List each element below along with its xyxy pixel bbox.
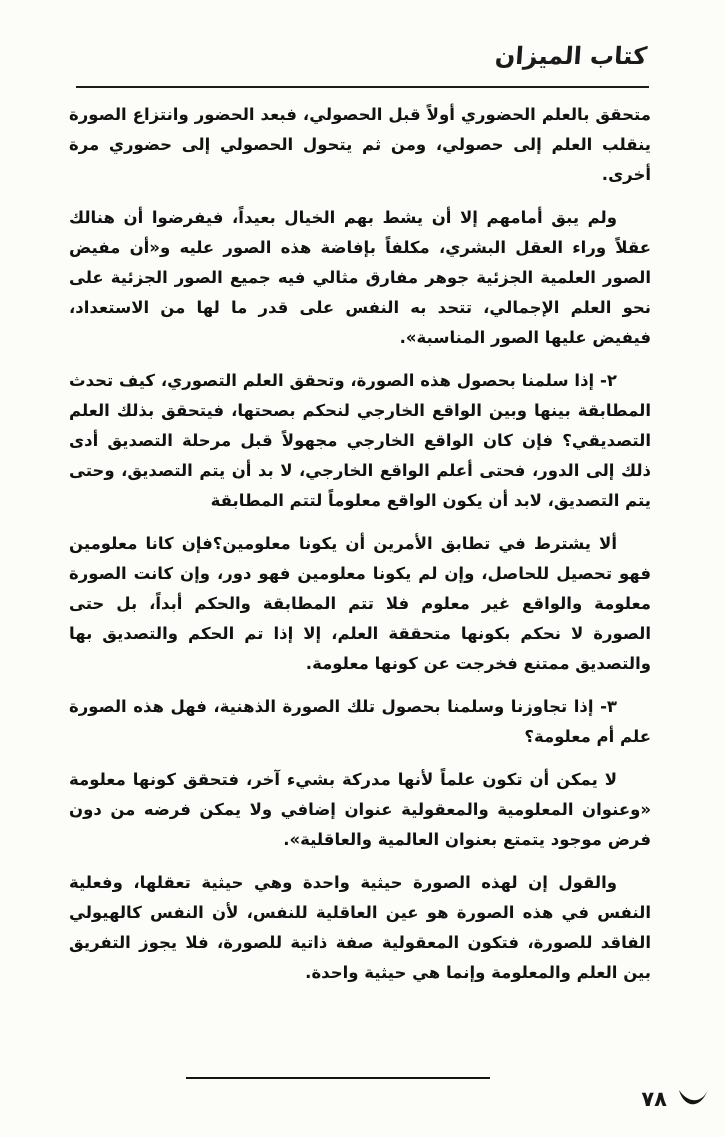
header-divider (76, 86, 649, 88)
page-number: ٧٨ (641, 1087, 667, 1111)
paragraph: ٣- إذا تجاوزنا وسلمنا بحصول تلك الصورة الذهنية، فهل هذه الصورة علم أم معلومة؟ (69, 697, 651, 746)
page-body (69, 100, 651, 1001)
paragraph: ٢- إذا سلمنا بحصول هذه الصورة، وتحقق العلم التصوري، كيف تحدث المطابقة بينها وبين الواقع الخارجي لنحكم بصحتها، فيتحقق بذلك العلم التصديقي؟ فإن كان الواقع الخارجي مجهولاً قبل مرحلة التصديق أدى ذلك إلى الدور، فحتى أعلم الواقع الخارجي، لا بد أن يتم التصديق، وحتى يتم التصديق، لابد أن يكون الواقع معلوماً لتتم المطابقة (69, 371, 651, 510)
crescent-flourish-icon (677, 1081, 711, 1115)
paragraph: لا يمكن أن تكون علماً لأنها مدركة بشيء آخر، فتحقق كونها معلومة «وعنوان المعلومية والمعقولية عنوان إضافي ولا يمكن فرضه من دون فرض موجود يتمتع بعنوان العالمية والعاقلية». (69, 770, 651, 849)
paragraph: ألا يشترط في تطابق الأمرين أن يكونا معلومين؟فإن كانا معلومين فهو تحصيل للحاصل، وإن لم يكونا معلومين فهو دور، وإن كانت الصورة معلومة والواقع غير معلوم فلا تتم المطابقة والحكم أبداً، بل حتى الصورة لا نحكم بكونها متحققة العلم، إلا إذا تم الحكم والتصديق بها والتصديق ممتنع فخرجت عن كونها معلومة. (69, 534, 651, 673)
paragraph: والقول إن لهذه الصورة حيثية واحدة وهي حيثية تعقلها، وفعلية النفس في هذه الصورة هو عين العاقلية للنفس، لأن النفس كالهيولي الفاقد للصورة، فتكون المعقولية صفة ذاتية للصورة، فلا يجوز التفريق بين العلم والمعلومة وإنما هي حيثية واحدة. (69, 873, 651, 982)
book-title-calligraphy: كتاب الميزان (494, 42, 648, 70)
footer-divider (186, 1077, 490, 1080)
paragraph: متحقق بالعلم الحضوري أولاً قبل الحصولي، فبعد الحضور وانتزاع الصورة ينقلب العلم إلى حصولي، ومن ثم يتحول الحصولي إلى حضوري مرة أخرى. (69, 105, 651, 184)
paragraph: ولم يبق أمامهم إلا أن يشط بهم الخيال بعيداً، فيفرضوا أن هنالك عقلاً وراء العقل البشري، مكلفاً بإفاضة هذه الصور عليه و«أن مفيض الصور العلمية الجزئية جوهر مفارق مثالي فيه جميع الصور الجزئية على نحو العلم الإجمالي، تتحد به النفس على قدر ما لها من الاستعداد، فيفيض عليها الصور المناسبة». (69, 208, 651, 347)
